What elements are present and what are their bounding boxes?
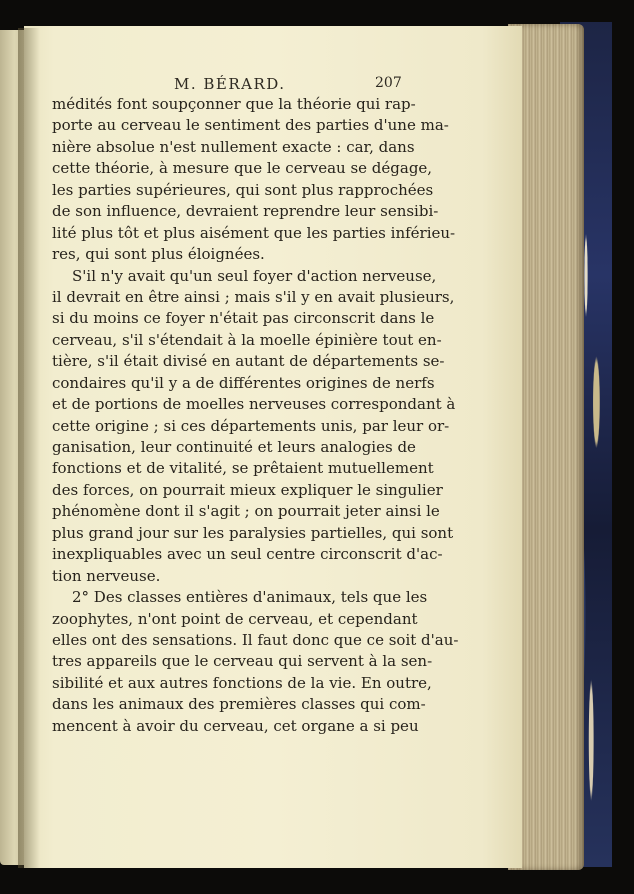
text-line: elles ont des sensations. Il faut donc que ce soit d'au- [52, 630, 459, 649]
text-line: cette origine ; si ces départements unis, par leur or- [52, 416, 450, 435]
text-line: mencent à avoir du cerveau, cet organe a si peu [52, 716, 419, 735]
text-line: si du moins ce foyer n'était pas circonscrit dans le [52, 309, 435, 328]
paragraph [52, 587, 459, 737]
text-line: de son influence, devraient reprendre leur sensibi- [52, 202, 439, 221]
page-number: 207 [375, 75, 402, 91]
text-line: plus grand jour sur les paralysies partielles, qui sont [52, 523, 454, 542]
text-line: dans les animaux des premières classes qui com- [52, 695, 426, 714]
text-line: tière, s'il était divisé en autant de départements se- [52, 352, 445, 371]
text-line: cerveau, s'il s'étendait à la moelle épinière tout en- [52, 330, 442, 349]
text-line: 2° Des classes entières d'animaux, tels que les [72, 588, 428, 607]
paragraph [52, 266, 456, 588]
book-gutter [18, 28, 40, 868]
text-line: nière absolue n'est nullement exacte : car, dans [52, 137, 415, 156]
text-line: tion nerveuse. [52, 566, 161, 585]
text-line: inexpliquables avec un seul centre circonscrit d'ac- [52, 545, 443, 564]
text-line: res, qui sont plus éloignées. [52, 245, 265, 264]
text-line: les parties supérieures, qui sont plus rapprochées [52, 180, 434, 199]
text-line: sibilité et aux autres fonctions de la vie. En outre, [52, 673, 432, 692]
text-line: phénomène dont il s'agit ; on pourrait jeter ainsi le [52, 502, 440, 521]
text-line: condaires qu'il y a de différentes origines de nerfs [52, 373, 435, 392]
body-text [52, 94, 459, 737]
running-head [0, 75, 634, 95]
text-line: tres appareils que le cerveau qui servent à la sen- [52, 652, 433, 671]
text-line: S'il n'y avait qu'un seul foyer d'action nerveuse, [72, 266, 437, 285]
text-line: ganisation, leur continuité et leurs analogies de [52, 438, 416, 456]
running-head-author: M. BÉRARD. [174, 75, 286, 93]
text-line: lité plus tôt et plus aisément que les parties inférieu- [52, 223, 456, 242]
text-line: fonctions et de vitalité, se prêtaient mutuellement [52, 459, 434, 478]
text-line: médités font soupçonner que la théorie qui rap- [52, 95, 416, 113]
text-line: des forces, on pourrait mieux expliquer le singulier [52, 480, 443, 499]
text-line: porte au cerveau le sentiment des parties d'une ma- [52, 116, 449, 135]
text-line: zoophytes, n'ont point de cerveau, et cependant [52, 609, 418, 628]
paragraph [52, 94, 456, 266]
text-line: et de portions de moelles nerveuses correspondant à [52, 395, 456, 414]
text-line: il devrait en être ainsi ; mais s'il y en avait plusieurs, [52, 287, 455, 306]
text-line: cette théorie, à mesure que le cerveau se dégage, [52, 159, 433, 178]
